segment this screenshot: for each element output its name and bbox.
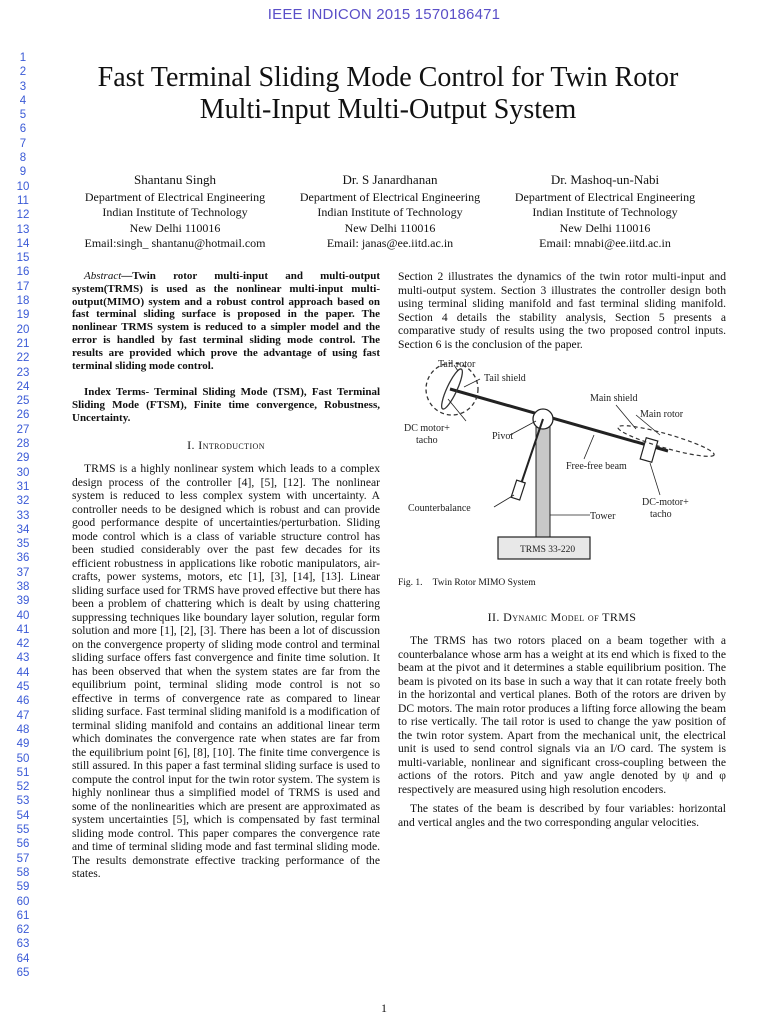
line-number: 55 [16, 824, 30, 837]
line-number: 47 [16, 709, 30, 722]
author-institution: Indian Institute of Technology [102, 205, 248, 219]
line-number: 45 [16, 681, 30, 694]
line-number: 26 [16, 409, 30, 422]
line-number: 29 [16, 452, 30, 465]
line-number: 64 [16, 952, 30, 965]
line-number: 28 [16, 438, 30, 451]
line-number: 8 [19, 152, 27, 165]
line-number: 40 [16, 609, 30, 622]
line-number: 58 [16, 866, 30, 879]
dynamic-model-paragraph-1: The TRMS has two rotors placed on a beam together with a counterbalance whose arm has a weight at its end which is fixed to the beam at the pivot and it determines a stable equilibrium position. The beam is pivoted on its base in such a way that it can rotate freely both in the horizontal and vertical planes. Both of the rotors are driven by DC motors. The main rotor produces a lifting force allowing the beam to rise vertically. The tail rotor is used to change the yaw position of the twin rotor system. Apart from the mechanical unit, the electrical unit is used to send control signals via an I/O card. The system is multi-variable, nonlinear and significant cross-coupling between the actions of the rotors. Pitch and yaw angle denoted by ψ and φ respectively are measured using high resolution encoders. [398, 634, 726, 796]
line-number: 63 [16, 938, 30, 951]
author-email: Email: mnabi@ee.iitd.ac.in [539, 236, 671, 250]
label-tail-shield: Tail shield [484, 373, 526, 384]
author-email: Email:singh_ shantanu@hotmail.com [84, 236, 266, 250]
left-column [72, 270, 380, 887]
label-dc-motor-left-1: DC motor+ [404, 423, 450, 434]
author-block [70, 172, 710, 252]
figure-caption-label: Fig. 1. [398, 578, 423, 588]
line-number: 14 [16, 237, 30, 250]
author-2 [285, 172, 495, 252]
tower-shape [536, 421, 550, 539]
line-number: 61 [16, 909, 30, 922]
line-number: 31 [16, 480, 30, 493]
line-number: 44 [16, 666, 30, 679]
line-number: 35 [16, 538, 30, 551]
line-number: 57 [16, 852, 30, 865]
line-number: 23 [16, 366, 30, 379]
line-number: 51 [16, 766, 30, 779]
line-number: 42 [16, 638, 30, 651]
author-name: Dr. Mashoq-un-Nabi [550, 172, 660, 187]
line-number: 56 [16, 838, 30, 851]
line-number: 37 [16, 566, 30, 579]
label-dc-motor-right-2: tacho [650, 509, 672, 520]
line-number: 15 [16, 252, 30, 265]
line-number: 1 [19, 52, 27, 64]
line-number: 52 [16, 781, 30, 794]
line-number: 9 [19, 166, 27, 179]
label-free-beam: Free-free beam [566, 461, 627, 472]
title-line-1: Fast Terminal Sliding Mode Control for Twin Rotor [97, 62, 679, 93]
figure-caption-text: Twin Rotor MIMO System [432, 578, 536, 588]
line-number: 5 [19, 109, 27, 122]
author-institution: Indian Institute of Technology [532, 205, 678, 219]
line-number: 60 [16, 895, 30, 908]
author-3 [500, 172, 710, 252]
trms-diagram [398, 359, 726, 569]
author-institution: Indian Institute of Technology [317, 205, 463, 219]
label-main-rotor: Main rotor [640, 409, 684, 420]
line-number: 49 [16, 738, 30, 751]
line-number: 17 [16, 280, 30, 293]
title-line-2: Multi-Input Multi-Output System [199, 94, 577, 125]
line-number: 38 [16, 580, 30, 593]
section-2-heading: II. Dynamic Model of TRMS [487, 609, 637, 624]
author-dept: Department of Electrical Engineering [299, 189, 481, 204]
line-number: 27 [16, 423, 30, 436]
counterbalance-weight [511, 480, 525, 500]
author-city: New Delhi 110016 [129, 220, 221, 235]
label-pivot: Pivot [492, 431, 514, 442]
line-number: 62 [16, 924, 30, 937]
line-number: 25 [16, 395, 30, 408]
line-number: 46 [16, 695, 30, 708]
line-number: 48 [16, 723, 30, 736]
line-number: 19 [16, 309, 30, 322]
line-number: 32 [16, 495, 30, 508]
line-number: 6 [19, 123, 27, 136]
section-overview-paragraph: Section 2 illustrates the dynamics of the twin rotor multi-input and multi-output system. Section 3 illustrates the controller design both using terminal sliding manifold and fast terminal sliding manifold. Section 4 details the stability analysis, Section 5 presents a comparative study of results using the two proposed control inputs. Section 6 is the conclusion of the paper. [398, 270, 726, 351]
line-number: 2 [19, 66, 27, 79]
label-main-shield: Main shield [590, 393, 638, 404]
index-terms: Index Terms- Terminal Sliding Mode (TSM), Fast Terminal Sliding Mode (FTSM), Finite time convergence, Robustness, Uncertainty. [72, 386, 380, 424]
line-number: 34 [16, 523, 30, 536]
line-number: 16 [16, 266, 30, 279]
line-number: 50 [16, 752, 30, 765]
introduction-paragraph: TRMS is a highly nonlinear system which leads to a complex design process of the controller [4], [5], [12]. The nonlinear system is reduced to less complex system with uncertainty. A controller needs to be designed which is robust and can provide good performance despite of uncertainties/perturbation. Sliding mode control which is a class of variable structure control has been studied considerably over the past few decades for its efficient robustness in applications like robotic manipulators, air-crafts, power systems, motors, etc [1], [3], [14], [13]. Linear sliding surface used for TRMS have proved effective but there has been a problem of chattering which is dealt by using chattering suppressing techniques like boundary layer solution, regular form solution and more [1], [2], [3]. There has been a lot of discussion on the convergence property of sliding mode control and terminal sliding surface offers fast convergence and finite time solution. It has been observed that when the system states are far from the equilibrium point, terminal sliding mode control is not so effective in terms of convergence rate as compared to linear sliding surface. Fast terminal sliding manifold is a modification of terminal sliding manifold and contains an additional linear term which dominates the convergence rate when states are far from the equilibrium point [6], [8], [10]. The finite time convergence is still assured. In this paper a fast terminal sliding surface is used to compute the control input for the twin rotor system. The system is highly nonlinear thus a simplified model of TRMS is used and some of the nonlinearities which are present are approximated as system uncertainties [5], which is compensated by fast terminal sliding mode control. This paper compares the convergence rate and time of terminal sliding mode and fast terminal sliding mode. The results demonstrate effective tracking performance of the states. [72, 462, 381, 881]
paper-title [30, 62, 746, 126]
dynamic-model-paragraph-2: The states of the beam is described by four variables: horizontal and vertical angles and the two corresponding angular velocities. [398, 802, 726, 829]
section-1-heading: I. Introduction [187, 437, 265, 452]
line-number: 41 [16, 623, 30, 636]
line-number: 21 [16, 337, 30, 350]
line-number: 7 [19, 137, 27, 150]
page-number: 1 [381, 1001, 387, 1015]
line-number: 65 [16, 967, 30, 979]
line-number: 22 [16, 352, 30, 365]
author-name: Shantanu Singh [134, 172, 216, 187]
line-number: 53 [16, 795, 30, 808]
line-number: 4 [19, 94, 27, 107]
label-dc-motor-left-2: tacho [416, 435, 438, 446]
line-number: 20 [16, 323, 30, 336]
label-counterbalance: Counterbalance [408, 503, 471, 514]
line-number: 30 [16, 466, 30, 479]
trms-figure [398, 359, 726, 591]
line-number: 10 [16, 180, 30, 193]
author-city: New Delhi 110016 [559, 220, 651, 235]
line-number: 12 [16, 209, 30, 222]
author-dept: Department of Electrical Engineering [514, 189, 696, 204]
abstract-lead: Abstract [84, 270, 122, 282]
label-tail-rotor: Tail rotor [438, 359, 476, 370]
abstract [72, 270, 380, 372]
author-name: Dr. S Janardhanan [342, 172, 438, 187]
author-1 [70, 172, 280, 252]
abstract-body: —Twin rotor multi-input and multi-output system(TRMS) is used as the nonlinear multi-input multi-output(MIMO) system and a robust control approach based on fast terminal sliding surface is proposed in the paper. The nonlinear TRMS system is reduced to a simpler model and the error is handled by fast terminal sliding mode control. The results are provided which prove the advantage of using fast terminal sliding mode control. [72, 270, 380, 372]
author-city: New Delhi 110016 [344, 220, 436, 235]
line-number: 24 [16, 380, 30, 393]
line-number: 54 [16, 809, 30, 822]
line-number: 43 [16, 652, 30, 665]
label-base: TRMS 33-220 [520, 545, 576, 555]
figure-caption [398, 577, 726, 591]
line-number-gutter [8, 51, 38, 980]
label-dc-motor-right-1: DC-motor+ [642, 497, 689, 508]
line-number: 36 [16, 552, 30, 565]
right-column [398, 270, 726, 835]
label-tower: Tower [590, 511, 616, 522]
line-number: 3 [19, 80, 27, 93]
line-number: 59 [16, 881, 30, 894]
line-number: 11 [17, 194, 29, 207]
author-email: Email: janas@ee.iitd.ac.in [326, 236, 454, 250]
line-number: 39 [16, 595, 30, 608]
line-number: 18 [16, 295, 30, 308]
conference-header: IEEE INDICON 2015 1570186471 [267, 6, 501, 23]
line-number: 33 [16, 509, 30, 522]
author-dept: Department of Electrical Engineering [84, 189, 266, 204]
line-number: 13 [16, 223, 30, 236]
